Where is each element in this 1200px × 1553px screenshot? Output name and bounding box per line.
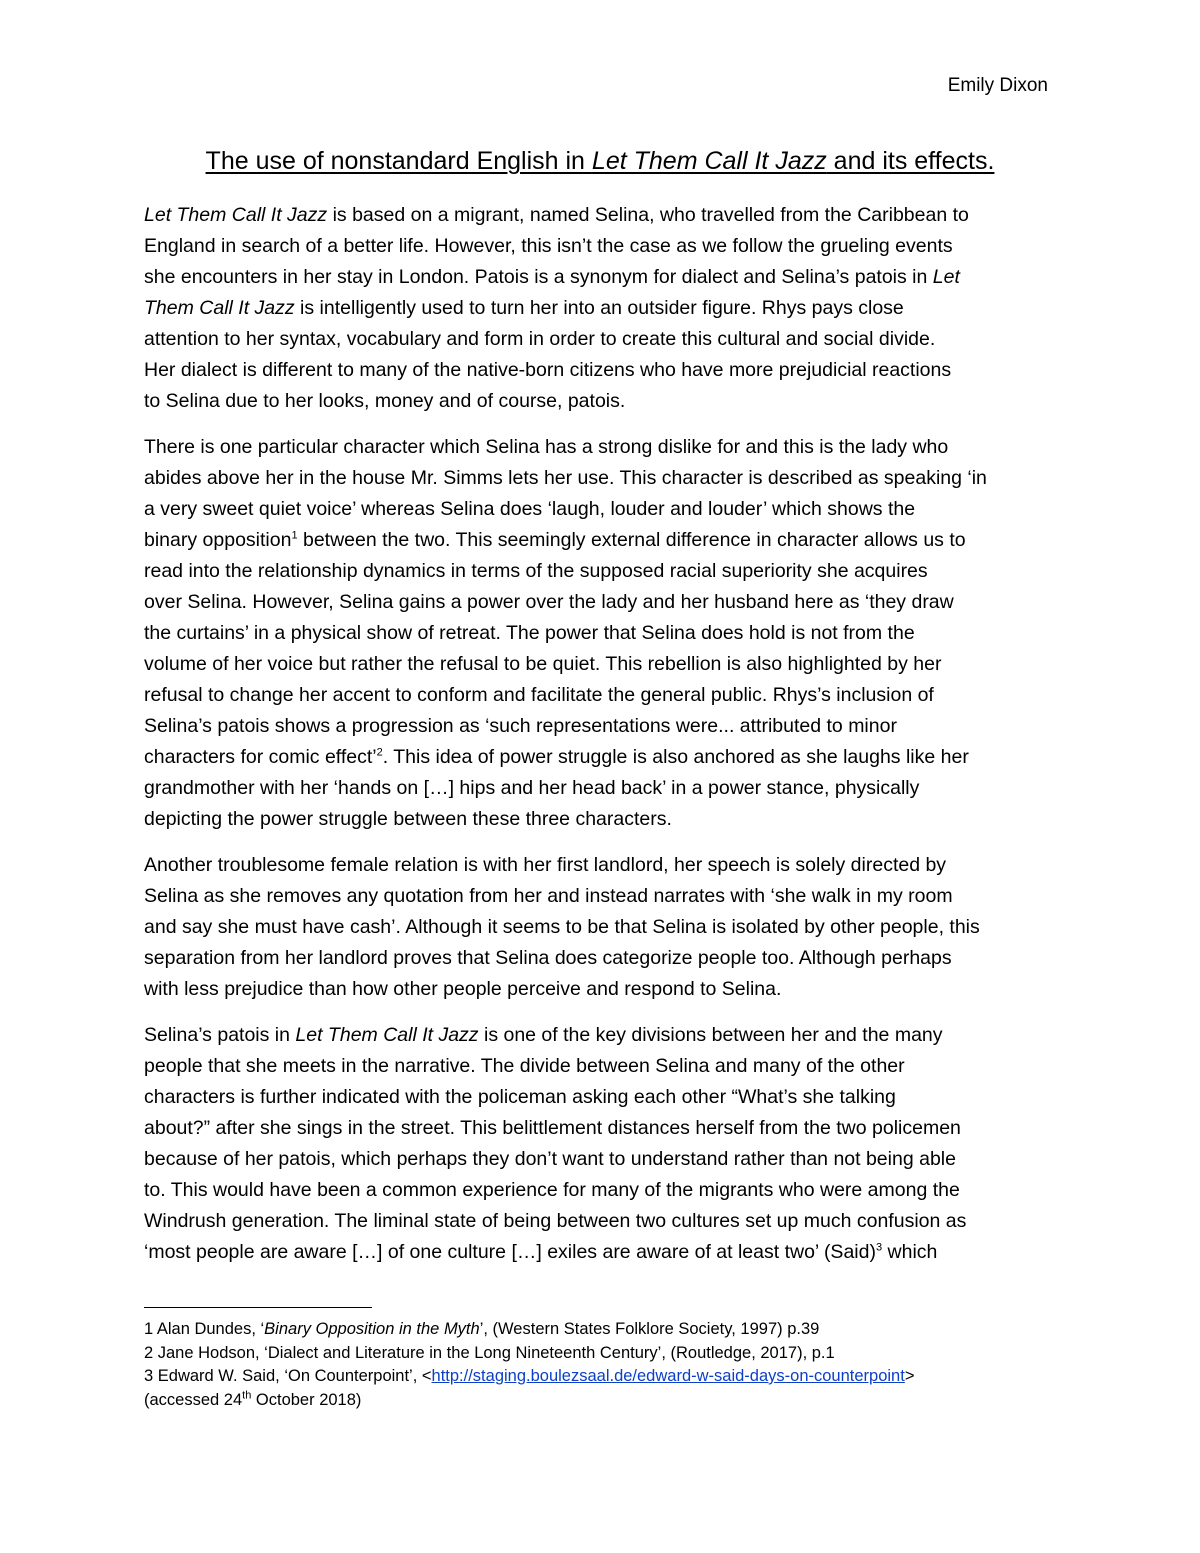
body-text: separation from her landlord proves that Selina does categorize people too. Although perhaps [144, 947, 952, 969]
body-text: Her dialect is different to many of the native-born citizens who have more prejudicial reactions [144, 359, 952, 381]
body-italic-text: Let Them Call It Jazz [144, 204, 328, 226]
footnote-italic-text: Binary Opposition in the Myth [264, 1320, 480, 1338]
text-line [144, 711, 1064, 742]
footnote-line-3 [144, 1365, 1064, 1389]
text-line [144, 324, 1064, 355]
body-text: Another troublesome female relation is with her first landlord, her speech is solely directed by [144, 854, 947, 876]
footnote-text: 3 Edward W. Said, ‘On Counterpoint’, < [144, 1367, 432, 1385]
footnote-line-4 [144, 1389, 1064, 1413]
body-text: because of her patois, which perhaps they don’t want to understand rather than not being able [144, 1148, 956, 1170]
body-italic-text: Let Them Call It Jazz [295, 1024, 479, 1046]
text-line [144, 587, 1064, 618]
text-line [144, 680, 1064, 711]
body-text: England in search of a better life. However, this isn’t the case as we follow the grueling events [144, 235, 953, 257]
footnote-text: ’, (Western States Folklore Society, 1997) p.39 [479, 1320, 820, 1338]
text-line [144, 850, 1064, 881]
body-text: characters for comic effect’ [144, 746, 377, 768]
text-line [144, 912, 1064, 943]
body-text: people that she meets in the narrative. The divide between Selina and many of the other [144, 1055, 905, 1077]
body-text: grandmother with her ‘hands on […] hips and her head back’ in a power stance, physically [144, 777, 920, 799]
text-line [144, 649, 1064, 680]
paragraph-3 [144, 850, 1064, 1005]
body-text: Windrush generation. The liminal state of being between two cultures set up much confusion as [144, 1210, 967, 1232]
text-line [144, 1082, 1064, 1113]
body-text: with less prejudice than how other people perceive and respond to Selina. [144, 978, 782, 1000]
text-line [144, 1144, 1064, 1175]
text-line [144, 974, 1064, 1005]
body-text: There is one particular character which Selina has a strong dislike for and this is the lady who [144, 436, 949, 458]
body-text: the curtains’ in a physical show of retreat. The power that Selina does hold is not from the [144, 622, 915, 644]
body-italic-text: Them Call It Jazz [144, 297, 295, 319]
body-text: read into the relationship dynamics in terms of the supposed racial superiority she acquires [144, 560, 928, 582]
body-text: is one of the key divisions between her and the many [478, 1024, 943, 1046]
document-title [100, 144, 1100, 178]
body-text: refusal to change her accent to conform and facilitate the general public. Rhys’s inclusion of [144, 684, 934, 706]
body-text: to Selina due to her looks, money and of course, patois. [144, 390, 626, 412]
paragraph-1 [144, 200, 1064, 417]
body-text: binary opposition [144, 529, 292, 551]
title-text-end: and its effects. [826, 147, 995, 175]
footnote-link[interactable]: http://staging.boulezsaal.de/edward-w-said-days-on-counterpoint [431, 1367, 905, 1385]
body-text: Selina’s patois in [144, 1024, 296, 1046]
text-line [144, 943, 1064, 974]
text-line [144, 386, 1064, 417]
body-text: characters is further indicated with the policeman asking each other “What’s she talking [144, 1086, 896, 1108]
title-text-start: The use of nonstandard English in [205, 147, 592, 175]
body-text: about?” after she sings in the street. This belittlement distances herself from the two policemen [144, 1117, 961, 1139]
text-line [144, 1206, 1064, 1237]
footnotes [144, 1318, 1064, 1412]
body-text: ‘most people are aware […] of one culture […] exiles are aware of at least two’ (Said) [144, 1241, 876, 1263]
body-text: over Selina. However, Selina gains a power over the lady and her husband here as ‘they draw [144, 591, 954, 613]
body-superscript: 1 [291, 529, 298, 542]
text-line [144, 432, 1064, 463]
text-line [144, 556, 1064, 587]
body-text: Selina as she removes any quotation from her and instead narrates with ‘she walk in my room [144, 885, 953, 907]
title-work-name: Let Them Call It Jazz [591, 147, 827, 175]
footnote-text: > [904, 1367, 915, 1385]
author-header: Emily Dixon [947, 75, 1048, 96]
body-text: she encounters in her stay in London. Patois is a synonym for dialect and Selina’s patois in [144, 266, 933, 288]
body-text: abides above her in the house Mr. Simms lets her use. This character is described as speaking ‘in [144, 467, 987, 489]
text-line [144, 200, 1064, 231]
footnote-text: 2 Jane Hodson, ‘Dialect and Literature in the Long Nineteenth Century’, (Routledge, 2017), p.1 [144, 1343, 835, 1362]
body-text: a very sweet quiet voice’ whereas Selina does ‘laugh, louder and louder’ which shows the [144, 498, 916, 520]
footnote-line-1 [144, 1318, 1064, 1342]
body-text: Selina’s patois shows a progression as ‘such representations were... attributed to minor [144, 715, 897, 737]
document-body [144, 200, 1064, 1283]
body-text: attention to her syntax, vocabulary and form in order to create this cultural and social divide. [144, 328, 936, 350]
text-line [144, 1113, 1064, 1144]
body-superscript: 2 [376, 746, 383, 759]
text-line [144, 1237, 1064, 1268]
body-text: is based on a migrant, named Selina, who travelled from the Caribbean to [327, 204, 969, 226]
footnote-superscript: th [242, 1389, 252, 1401]
footnote-text: (accessed 24 [144, 1390, 243, 1409]
paragraph-2 [144, 432, 1064, 835]
body-text: volume of her voice but rather the refusal to be quiet. This rebellion is also highlighted by her [144, 653, 942, 675]
text-line [144, 293, 1064, 324]
body-superscript: 3 [875, 1241, 883, 1254]
footnote-text: October 2018) [251, 1390, 362, 1409]
text-line [144, 1020, 1064, 1051]
paragraph-4 [144, 1020, 1064, 1268]
text-line [144, 742, 1064, 773]
text-line [144, 262, 1064, 293]
body-text: to. This would have been a common experience for many of the migrants who were among the [144, 1179, 960, 1201]
text-line [144, 525, 1064, 556]
body-text: and say she must have cash’. Although it seems to be that Selina is isolated by other people, this [144, 916, 980, 938]
footnote-separator [144, 1307, 372, 1308]
text-line [144, 618, 1064, 649]
text-line [144, 881, 1064, 912]
body-text: between the two. This seemingly external difference in character allows us to [297, 529, 966, 551]
text-line [144, 1051, 1064, 1082]
body-text: . This idea of power struggle is also anchored as she laughs like her [382, 746, 969, 768]
text-line [144, 231, 1064, 262]
text-line [144, 494, 1064, 525]
body-text: is intelligently used to turn her into an outsider figure. Rhys pays close [294, 297, 904, 319]
text-line [144, 1175, 1064, 1206]
footnote-line-2 [144, 1342, 1064, 1366]
text-line [144, 804, 1064, 835]
body-text: depicting the power struggle between these three characters. [144, 808, 672, 830]
body-italic-text: Let [932, 266, 960, 288]
body-text: which [882, 1241, 938, 1263]
text-line [144, 463, 1064, 494]
footnote-text: 1 Alan Dundes, ‘ [144, 1320, 265, 1338]
text-line [144, 355, 1064, 386]
text-line [144, 773, 1064, 804]
